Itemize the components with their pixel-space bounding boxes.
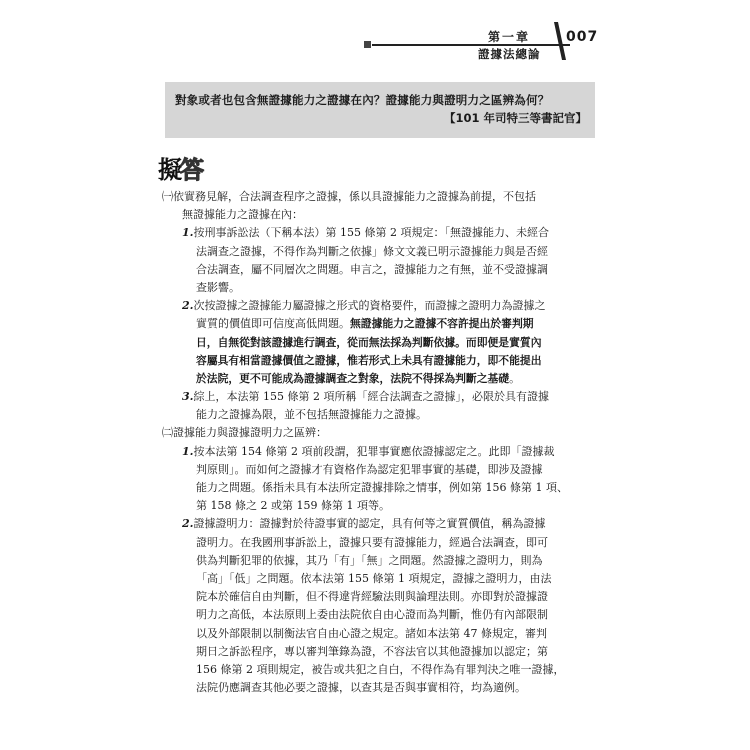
text-line: 次按證據之證據能力屬證據之形式的資格要件，而證據之證明力為證據之 [193,299,546,313]
text-line: 法院仍應調查其他必要之證據，以查其是否與事實相符，均為適例。 [196,681,526,695]
bold-text-line: 容屬具有相當證據價值之證據，惟若形式上未具有證據能力，即不能提出 [196,353,542,367]
bold-text-line: 日，自無從對該證據進行調查，從而無法採為判斷依據。而即便是實質內 [196,335,542,349]
answer-char-2: 答 [180,155,204,184]
page-header [0,0,750,60]
bold-text-segment: 於法院，更不可能成為證據調查之對象，法院不得採為判斷之基礎 [196,371,510,385]
section-title: 證據法總論 [478,47,541,61]
text-segment: 。 [509,371,521,385]
question-box [165,82,595,138]
text-line: 判原則」。而如何之證據才有資格作為認定犯罪事實的基礎，即涉及證據 [196,462,543,476]
list-item [162,443,600,461]
item-number: 2. [182,299,194,313]
text-line: 按刑事訴訟法（下稱本法）第 155 條第 2 項規定：「無證據能力、未經合 [193,226,549,240]
text-line: 證明力。在我國刑事訴訟上，證據只要有證據能力，經過合法調查，即可 [196,535,548,549]
answer-heading [158,156,204,184]
question-source: 【101 年司特三等書記官】 [443,111,587,125]
list-item [162,388,600,406]
text-line: 「高」「低」之問題。依本法第 155 條第 1 項規定，證據之證明力，由法 [196,571,552,585]
list-item [162,224,600,242]
text-line: 證據證明力：證據對於待證事實的認定，具有何等之實質價值，稱為證據 [193,517,546,531]
header-square-mark [364,41,371,48]
text-line: 院本於確信自由判斷，但不得違背經驗法則與論理法則。亦即對於證據證 [196,590,548,604]
item-number: 2. [182,517,194,531]
text-line: 第 158 條之 2 或第 159 條第 1 項等。 [196,499,390,513]
text-line [162,315,600,333]
text-line: 無證據能力之證據在內： [182,208,303,222]
item-number: 3. [182,390,194,404]
section-2-heading: ㈡證據能力與證據證明力之區辨： [162,426,327,440]
section-1-heading: ㈠依實務見解，合法調查程序之證據，係以具證據能力之證據為前提，不包括 [162,190,536,203]
text-line: 按本法第 154 條第 2 項前段謂，犯罪事實應依證據認定之。此即「證據裁 [193,444,555,458]
text-line: 156 條第 2 項則規定，被告或共犯之自白，不得作為有罪判決之唯一證據， [196,662,565,676]
text-line: 綜上，本法第 155 條第 2 項所稱「經合法調查之證據」，必限於具有證據 [193,390,549,404]
text-line: 以及外部限制以制衡法官自由心證之規定。諸如本法第 47 條規定，審判 [196,626,547,640]
list-item [162,515,600,533]
bold-text-segment: 無證據能力之證據不容許提出於審判期 [350,317,534,331]
question-text: 對象或者也包含無證據能力之證據在內？證據能力與證明力之區辨為何？ [175,93,550,107]
text-line: 明力之高低，本法原則上委由法院依自由心證而為判斷，惟仍有內部限制 [196,608,548,622]
text-line: 供為判斷犯罪的依據，其乃「有」「無」之問題。然證據之證明力，則為 [196,553,543,567]
text-line: 能力之問題。係指未具有本法所定證據排除之情事，例如第 156 條第 1 項、 [196,481,568,494]
text-line: 法調查之證據，不得作為判斷之依據」條文文義已明示證據能力與是否經 [196,244,548,258]
text-line: 查影響。 [196,280,240,294]
text-line: 能力之證據為限，並不包括無證據能力之證據。 [196,408,427,422]
text-line [162,370,600,388]
list-item [162,297,600,315]
text-line: 合法調查，屬不同層次之問題。申言之，證據能力之有無，並不受證據調 [196,262,548,276]
page-number: 007 [566,29,599,45]
answer-body [162,188,600,697]
text-segment: 實質的價值即可信度高低問題。 [196,317,350,331]
text-line: 期日之訴訟程序，專以審判筆錄為證，不容法官以其他證據加以認定；第 [196,644,548,658]
item-number: 1. [182,444,194,458]
chapter-label: 第一章 [488,30,531,44]
answer-char-1: 擬 [158,155,182,184]
item-number: 1. [182,226,194,240]
